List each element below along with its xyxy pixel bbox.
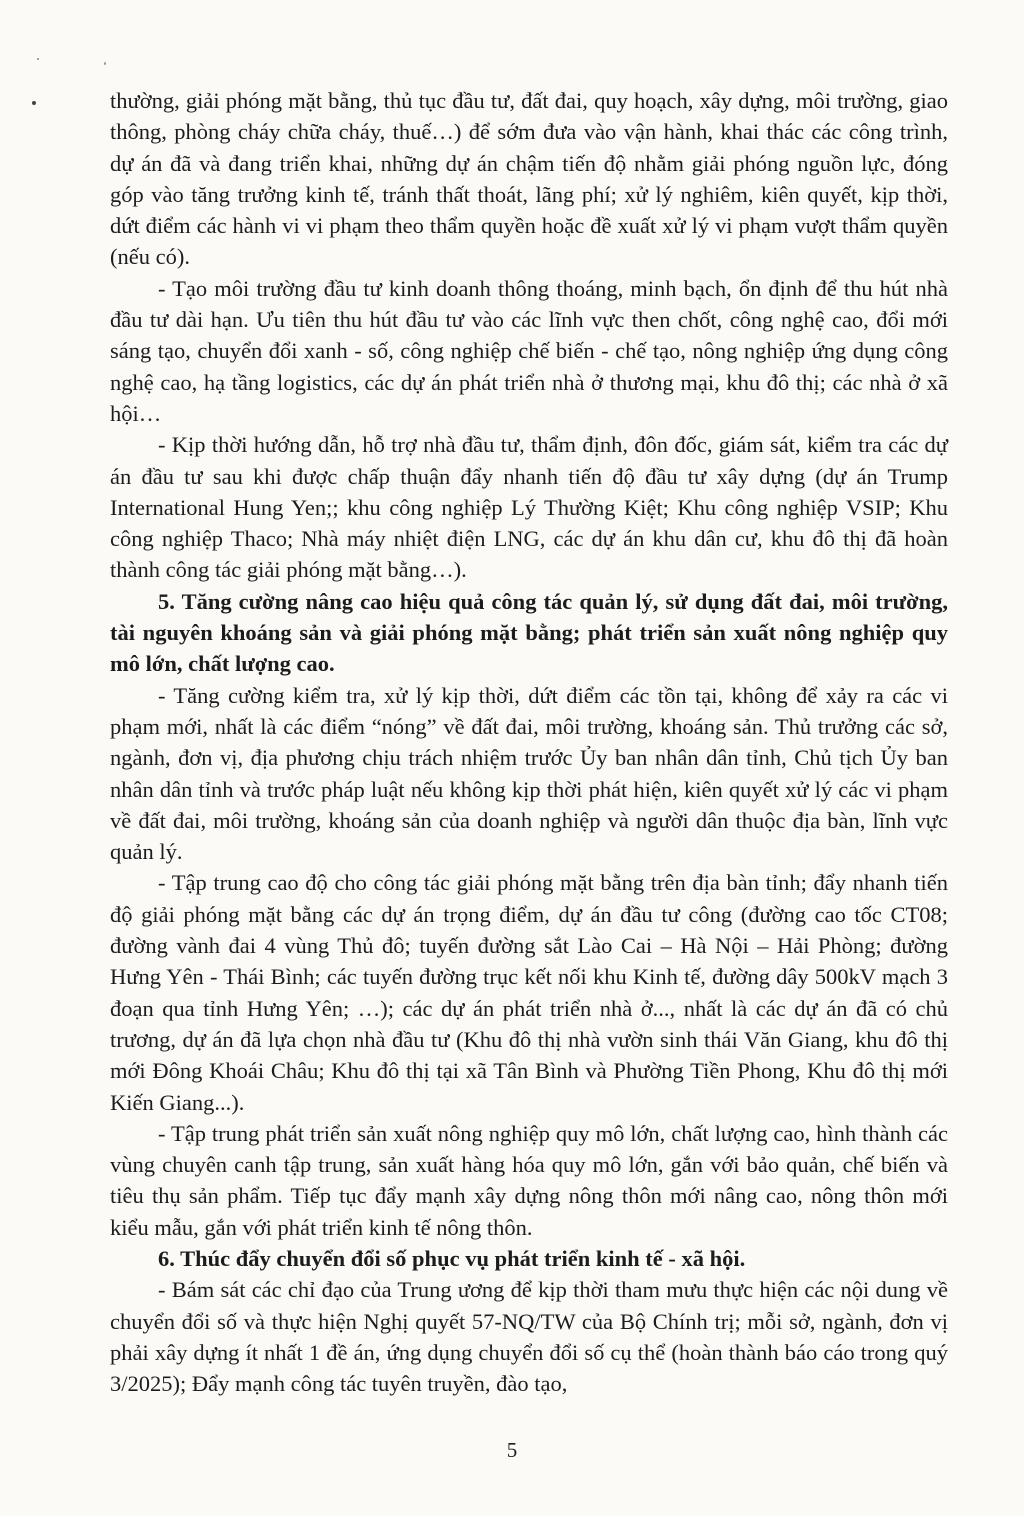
paragraph-digital-transformation: - Bám sát các chỉ đạo của Trung ương để kịp thời tham mưu thực hiện các nội dung về chuyển đổi số và thực hiện Nghị quyết 57-NQ/TW của Bộ Chính trị; mỗi sở, ngành, đơn vị phải xây dựng ít nhất 1 đề án, ứng dụng chuyển đổi số cụ thể (hoàn thành báo cáo trong quý 3/2025); Đẩy mạnh công tác tuyên truyền, đào tạo, (110, 1277, 948, 1397)
paragraph-site-clearance: - Tập trung cao độ cho công tác giải phóng mặt bằng trên địa bàn tỉnh; đẩy nhanh tiến độ giải phóng mặt bằng các dự án trọng điểm, dự án đầu tư công (đường cao tốc CT08; đường vành đai 4 vùng Thủ đô; tuyến đường sắt Lào Cai – Hà Nội – Hải Phòng; đường Hưng Yên - Thái Bình; các tuyến đường trục kết nối khu Kinh tế, đường dây 500kV mạch 3 đoạn qua tỉnh Hưng Yên; …); các dự án phát triển nhà ở..., nhất là các dự án đã có chủ trương, dự án đã lựa chọn nhà đầu tư (Khu đô thị nhà vườn sinh thái Văn Giang, khu đô thị mới Đông Khoái Châu; Khu đô thị tại xã Tân Bình và Phường Tiền Phong, Khu đô thị mới Kiến Giang...). (110, 870, 948, 1115)
paragraph-investor-support: - Kịp thời hướng dẫn, hỗ trợ nhà đầu tư, thẩm định, đôn đốc, giám sát, kiểm tra các dự án đầu tư sau khi được chấp thuận đẩy nhanh tiến độ đầu tư xây dựng (dự án Trump International Hung Yen;; khu công nghiệp Lý Thường Kiệt; Khu công nghiệp VSIP; Khu công nghiệp Thaco; Nhà máy nhiệt điện LNG, các dự án khu dân cư, khu đô thị đã hoàn thành công tác giải phóng mặt bằng…). (110, 432, 948, 583)
paragraph-investment-environment: - Tạo môi trường đầu tư kinh doanh thông thoáng, minh bạch, ổn định để thu hút nhà đầu tư dài hạn. Ưu tiên thu hút đầu tư vào các lĩnh vực then chốt, công nghệ cao, đổi mới sáng tạo, chuyển đổi xanh - số, công nghiệp chế biến - chế tạo, nông nghiệp ứng dụng công nghệ cao, hạ tầng logistics, các dự án phát triển nhà ở thương mại, khu đô thị; các nhà ở xã hội… (110, 275, 948, 426)
document-body (110, 85, 948, 1399)
paragraph-agriculture: - Tập trung phát triển sản xuất nông nghiệp quy mô lớn, chất lượng cao, hình thành các vùng chuyên canh tập trung, sản xuất hàng hóa quy mô lớn, gắn với bảo quản, chế biến và tiêu thụ sản phẩm. Tiếp tục đẩy mạnh xây dựng nông thôn mới nâng cao, nông thôn mới kiểu mẫu, gắn với phát triển kinh tế nông thôn. (110, 1120, 948, 1240)
scan-speck (32, 101, 36, 105)
scan-speck (104, 62, 106, 65)
section-heading-5: 5. Tăng cường nâng cao hiệu quả công tác quản lý, sử dụng đất đai, môi trường, tài nguyên khoáng sản và giải phóng mặt bằng; phát triển sản xuất nông nghiệp quy mô lớn, chất lượng cao. (110, 588, 948, 677)
section-heading-6: 6. Thúc đẩy chuyển đổi số phục vụ phát triển kinh tế - xã hội. (158, 1245, 746, 1271)
paragraph-continuation: thường, giải phóng mặt bằng, thủ tục đầu tư, đất đai, quy hoạch, xây dựng, môi trường, giao thông, phòng cháy chữa cháy, thuế…) để sớm đưa vào vận hành, khai thác các công trình, dự án đã và đang triển khai, những dự án chậm tiến độ nhằm giải phóng nguồn lực, đóng góp vào tăng trưởng kinh tế, tránh thất thoát, lãng phí; xử lý nghiêm, kiên quyết, kịp thời, dứt điểm các hành vi vi phạm theo thẩm quyền hoặc đề xuất xử lý vi phạm vượt thẩm quyền (nếu có). (110, 88, 948, 270)
page-number: 5 (506, 1438, 518, 1462)
scan-speck (37, 58, 39, 60)
paragraph-inspection: - Tăng cường kiểm tra, xử lý kịp thời, dứt điểm các tồn tại, không để xảy ra các vi phạm mới, nhất là các điểm “nóng” về đất đai, môi trường, khoáng sản. Thủ trưởng các sở, ngành, đơn vị, địa phương chịu trách nhiệm trước Ủy ban nhân dân tỉnh, Chủ tịch Ủy ban nhân dân tỉnh và trước pháp luật nếu không kịp thời phát hiện, kiên quyết xử lý các vi phạm về đất đai, môi trường, khoáng sản của doanh nghiệp và người dân thuộc địa bàn, lĩnh vực quản lý. (110, 682, 948, 865)
